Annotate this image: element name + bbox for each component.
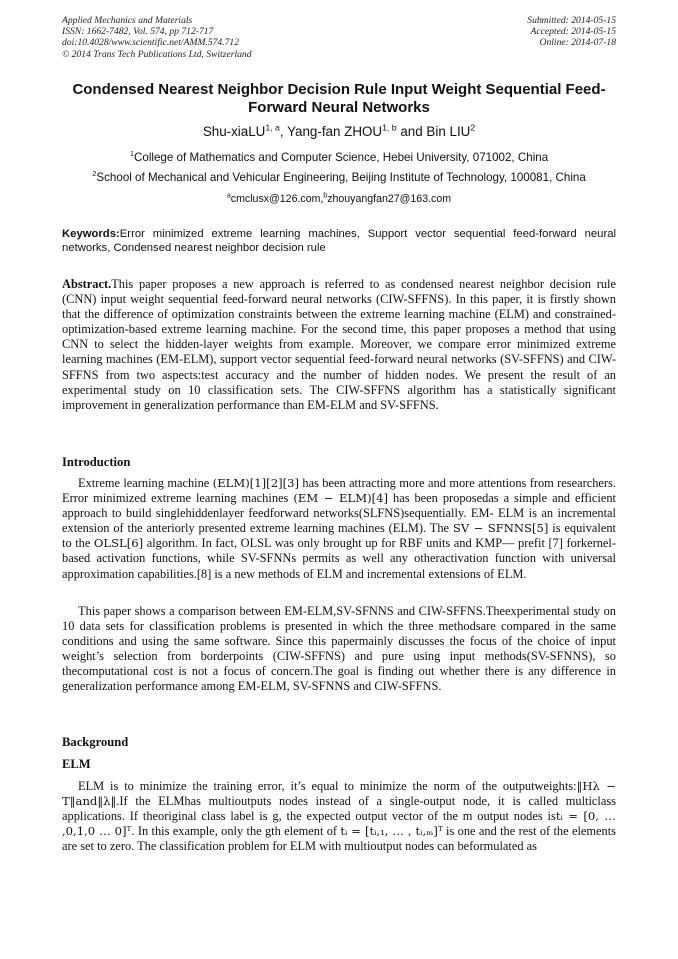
- email-mark: b: [323, 192, 328, 200]
- body-text: .If the ELMhas multioutputs nodes instead of a single-output node, it is called multiclass applications. If theoriginal class label is g, the expected output vector of the m output nodes is: [62, 794, 616, 824]
- author-name: Yang-fan ZHOU: [287, 124, 383, 139]
- paper-title: Condensed Nearest Neighbor Decision Rule Input Weight Sequential Feed-Forward Neural Networks: [72, 81, 606, 116]
- body-text: has been proposedas a simple and efficient approach to build singlehiddenlayer feedforward networks(SLFNS)sequentially. EM- ELM is an incremental extension of the anteriorly presented extreme learning machines (ELM). The: [62, 491, 616, 536]
- journal-name: Applied Mechanics and Materials: [62, 15, 193, 26]
- keywords: [62, 227, 616, 255]
- elm-subheading: ELM: [62, 757, 91, 771]
- author-separator: and: [396, 124, 427, 139]
- body-text: Extreme learning machine: [78, 476, 213, 490]
- abstract-text: This paper proposes a new approach is referred to as condensed nearest neighbor decision rule (CNN) input weight sequential feed-forward neural networks (CIW-SFFNS). In this paper, it is firstly shown that the difference of optimization constraints between the extreme learning machine (ELM) and constrained-optimization-based extreme learning machine. For the second time, this paper proposes a method that using CNN to select the hidden-layer weights from example. Moreover, we compare error minimized extreme learning machines (EM-ELM), support vector sequential feed-forward neural networks (SV-SFFNS) and CIW-SFFNS from two aspects:test accuracy and the number of hidden nodes. We present the result of an experimental study on 10 classification sets. The CIW-SFFNS algorithm has a statistically significant improvement in generalization performance than EM-ELM and SV-SFFNS.: [62, 277, 616, 412]
- accepted-date: Accepted: 2014-05-15: [530, 26, 616, 38]
- body-text: is equivalent to the: [62, 521, 616, 551]
- author-name: Shu-xiaLU: [202, 124, 266, 139]
- affiliation-text: School of Mechanical and Vehicular Engineering, Beijing Institute of Technology, 100081, China: [96, 171, 586, 184]
- submitted-date: Submitted: 2014-05-15: [527, 15, 616, 26]
- author-name: Bin LIU: [426, 124, 471, 139]
- author-emails: [62, 193, 616, 206]
- affiliation-1: [50, 151, 628, 165]
- introduction-heading: Introduction: [62, 455, 131, 469]
- background-heading: Background: [62, 735, 129, 749]
- doi: doi:10.4028/www.scientific.net/AMM.574.712: [62, 37, 240, 49]
- abstract: [62, 277, 616, 413]
- affiliation-mark: 1: [129, 149, 135, 159]
- author-separator: ,: [279, 124, 288, 139]
- email-mark: a: [226, 192, 231, 200]
- inline-math: SV − SFNNS[5]: [452, 521, 549, 536]
- email-b: zhouyangfan27@163.com: [327, 193, 452, 205]
- elm-paragraph: [62, 779, 616, 854]
- introduction-paragraph-1: [62, 476, 616, 582]
- body-text: algorithm. In fact, OLSL was only brought up for RBF units and KMP— prefit [7] forkernel-based activation functions, while SV-SFNNs permits as well any otheractivation function with universal approximation capabilities.[8] is a new methods of ELM and incremental extensions of ELM.: [62, 536, 616, 581]
- body-text: . In this example, only the gth element of: [131, 824, 341, 839]
- author-list: [62, 124, 616, 140]
- affiliation-mark: 2: [92, 169, 97, 179]
- body-text: has been attracting more and more attentions from researchers. Error minimized extreme learning machines: [62, 476, 616, 506]
- email-a: cmclusx@126.com,: [230, 193, 324, 205]
- abstract-label: Abstract.: [62, 277, 112, 291]
- body-text: is one and the rest of the elements are set to zero. The classification problem for ELM with multioutput nodes can beformulated as: [62, 824, 616, 854]
- journal-header-right: [527, 15, 616, 49]
- affiliation-text: College of Mathematics and Computer Science, Hebei University, 071002, China: [134, 151, 549, 164]
- keywords-label: Keywords:: [62, 228, 120, 240]
- inline-math: ‖Hλ − T‖and‖λ‖: [62, 779, 617, 809]
- keywords-text: Error minimized extreme learning machines, Support vector sequential feed-forward neural networks, Condensed nearest neighbor decision rule: [62, 228, 616, 255]
- body-text: ELM is to minimize the training error, it’s equal to minimize the norm of the outputweights:: [78, 779, 577, 793]
- inline-math: tᵢ = [tᵢ,₁, … , tᵢ,ₘ]ᵀ: [340, 824, 443, 839]
- author-affil-mark: 1, b: [382, 122, 397, 133]
- author-affil-mark: 1, a: [265, 122, 280, 133]
- inline-math: (EM − ELM)[4]: [293, 491, 389, 506]
- inline-math: tᵢ = [0, … ,0,1,0 … 0]ᵀ: [62, 809, 616, 839]
- introduction-paragraph-2: This paper shows a comparison between EM-ELM,SV-SFNNS and CIW-SFFNS.Theexperimental study on 10 data sets for classification problems is presented in which the three methodsare compared in the same conditions and using the same software. Since this papermainly discusses the focus of the choice of input weight’s selection from borderpoints (CIW-SFFNS) and pure using input methods(SV-SFNNS), so thecomputational cost is not a focus of concern.The goal is finding out whether there is any difference in generalization performance among EM-ELM, SV-SFNNS and CIW-SFFNS.: [62, 604, 616, 694]
- issn: ISSN: 1662-7482, Vol. 574, pp 712-717: [62, 26, 214, 38]
- author-affil-mark: 2: [470, 122, 476, 133]
- inline-math: OLSL[6]: [93, 536, 144, 551]
- copyright: © 2014 Trans Tech Publications Ltd, Switzerland: [62, 48, 252, 60]
- affiliation-2: [50, 171, 628, 185]
- inline-math: (ELM)[1][2][3]: [212, 476, 300, 490]
- journal-header-left: [62, 15, 252, 60]
- online-date: Online: 2014-07-18: [539, 37, 616, 49]
